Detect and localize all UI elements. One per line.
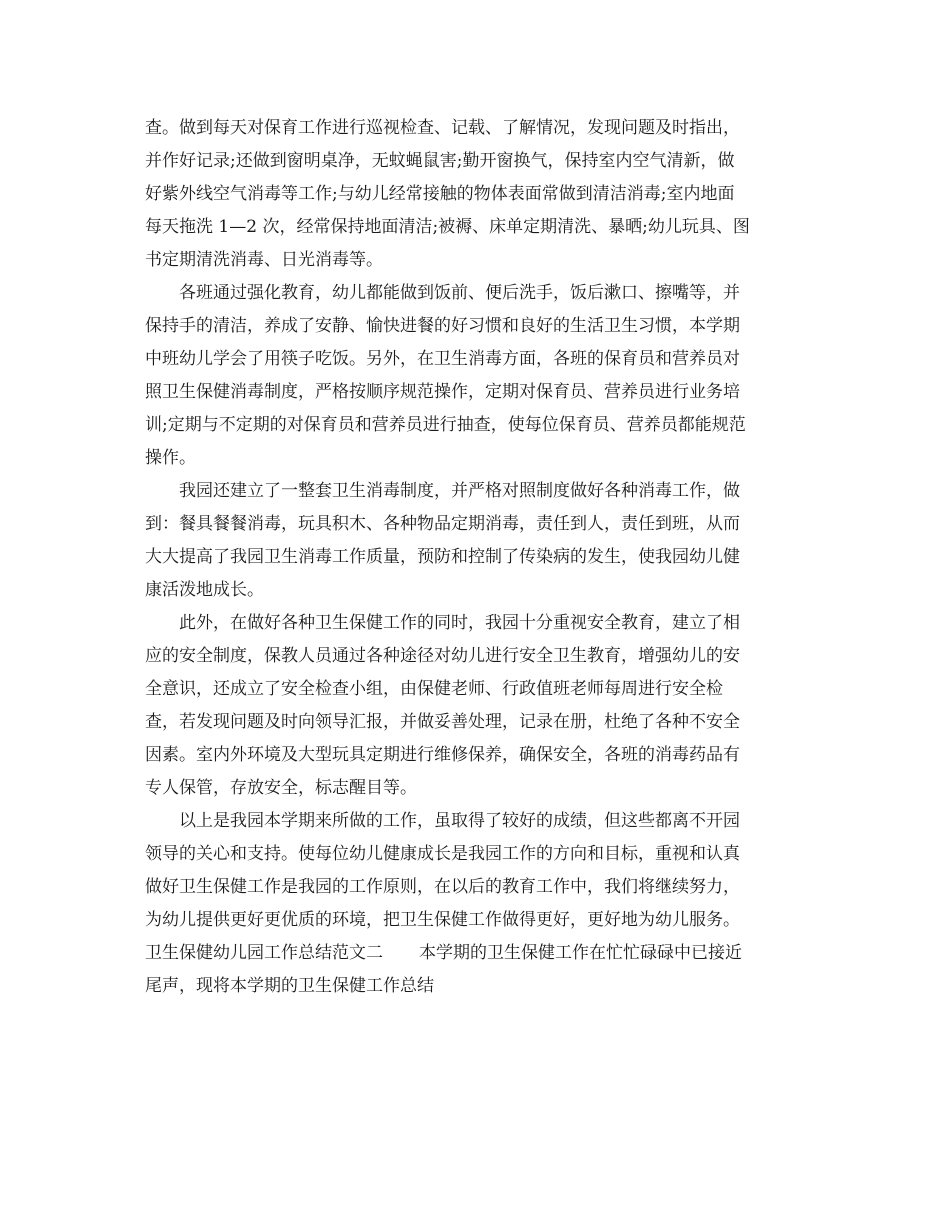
- text-line: 大大提高了我园卫生消毒工作质量，预防和控制了传染病的发生，使我园幼儿健: [145, 547, 740, 567]
- text-line: 专人保管，存放安全，标志醒目等。: [145, 778, 417, 798]
- paragraph-5: [145, 805, 805, 937]
- text-line: 我园还建立了一整套卫生消毒制度，并严格对照制度做好各种消毒工作，做: [179, 481, 740, 501]
- text-line: 中班幼儿学会了用筷子吃饭。另外，在卫生消毒方面，各班的保育员和营养员对: [145, 349, 740, 369]
- text-line: 查。做到每天对保育工作进行巡视检查、记载、了解情况，发现问题及时指出，: [145, 118, 740, 138]
- text-line: 以上是我园本学期来所做的工作，虽取得了较好的成绩，但这些都离不开园: [179, 811, 740, 831]
- document-body: [145, 112, 805, 1003]
- text-line: 康活泼地成长。: [145, 580, 264, 600]
- text-line: 操作。: [145, 448, 196, 468]
- paragraph-2: [145, 277, 805, 475]
- section-title: 卫生保健幼儿园工作总结范文二: [145, 943, 383, 963]
- text-line: 为幼儿提供更好更优质的环境，把卫生保健工作做得更好，更好地为幼儿服务。: [145, 910, 740, 930]
- text-line: 各班通过强化教育，幼儿都能做到饭前、便后洗手，饭后漱口、擦嘴等，并: [179, 283, 740, 303]
- text-line: 做好卫生保健工作是我园的工作原则，在以后的教育工作中，我们将继续努力，: [145, 877, 740, 897]
- text-line: 领导的关心和支持。使每位幼儿健康成长是我园工作的方向和目标，重视和认真: [145, 844, 740, 864]
- text-line: 书定期清洗消毒、日光消毒等。: [145, 250, 383, 270]
- text-line: 照卫生保健消毒制度，严格按顺序规范操作，定期对保育员、营养员进行业务培: [145, 382, 740, 402]
- text-line: 应的安全制度，保教人员通过各种途径对幼儿进行安全卫生教育，增强幼儿的安: [145, 646, 740, 666]
- text-line: 到：餐具餐餐消毒，玩具积木、各种物品定期消毒，责任到人，责任到班，从而: [145, 514, 740, 534]
- text-line: 尾声，现将本学期的卫生保健工作总结: [145, 976, 434, 996]
- text-line: 查，若发现问题及时向领导汇报，并做妥善处理，记录在册，杜绝了各种不安全: [145, 712, 740, 732]
- paragraph-3: [145, 475, 805, 607]
- paragraph-1: [145, 112, 805, 277]
- section-intro: 本学期的卫生保健工作在忙忙碌碌中已接近: [419, 943, 742, 963]
- text-line: 并作好记录;还做到窗明桌净，无蚊蝇鼠害;勤开窗换气，保持室内空气清新，做: [145, 151, 735, 171]
- text-line: 此外，在做好各种卫生保健工作的同时，我园十分重视安全教育，建立了相: [179, 613, 740, 633]
- text-line: 因素。室内外环境及大型玩具定期进行维修保养，确保安全，各班的消毒药品有: [145, 745, 740, 765]
- paragraph-6: [145, 937, 805, 1003]
- text-line: 训;定期与不定期的对保育员和营养员进行抽查，使每位保育员、营养员都能规范: [145, 415, 746, 435]
- text-line: 每天拖洗 1—2 次，经常保持地面清洁;被褥、床单定期清洗、暴晒;幼儿玩具、图: [145, 217, 750, 237]
- text-line: 好紫外线空气消毒等工作;与幼儿经常接触的物体表面常做到清洁消毒;室内地面: [145, 184, 735, 204]
- paragraph-4: [145, 607, 805, 805]
- text-line: 全意识，还成立了安全检查小组，由保健老师、行政值班老师每周进行安全检: [145, 679, 723, 699]
- text-line: 保持手的清洁，养成了安静、愉快进餐的好习惯和良好的生活卫生习惯，本学期: [145, 316, 740, 336]
- text-line: [145, 937, 805, 970]
